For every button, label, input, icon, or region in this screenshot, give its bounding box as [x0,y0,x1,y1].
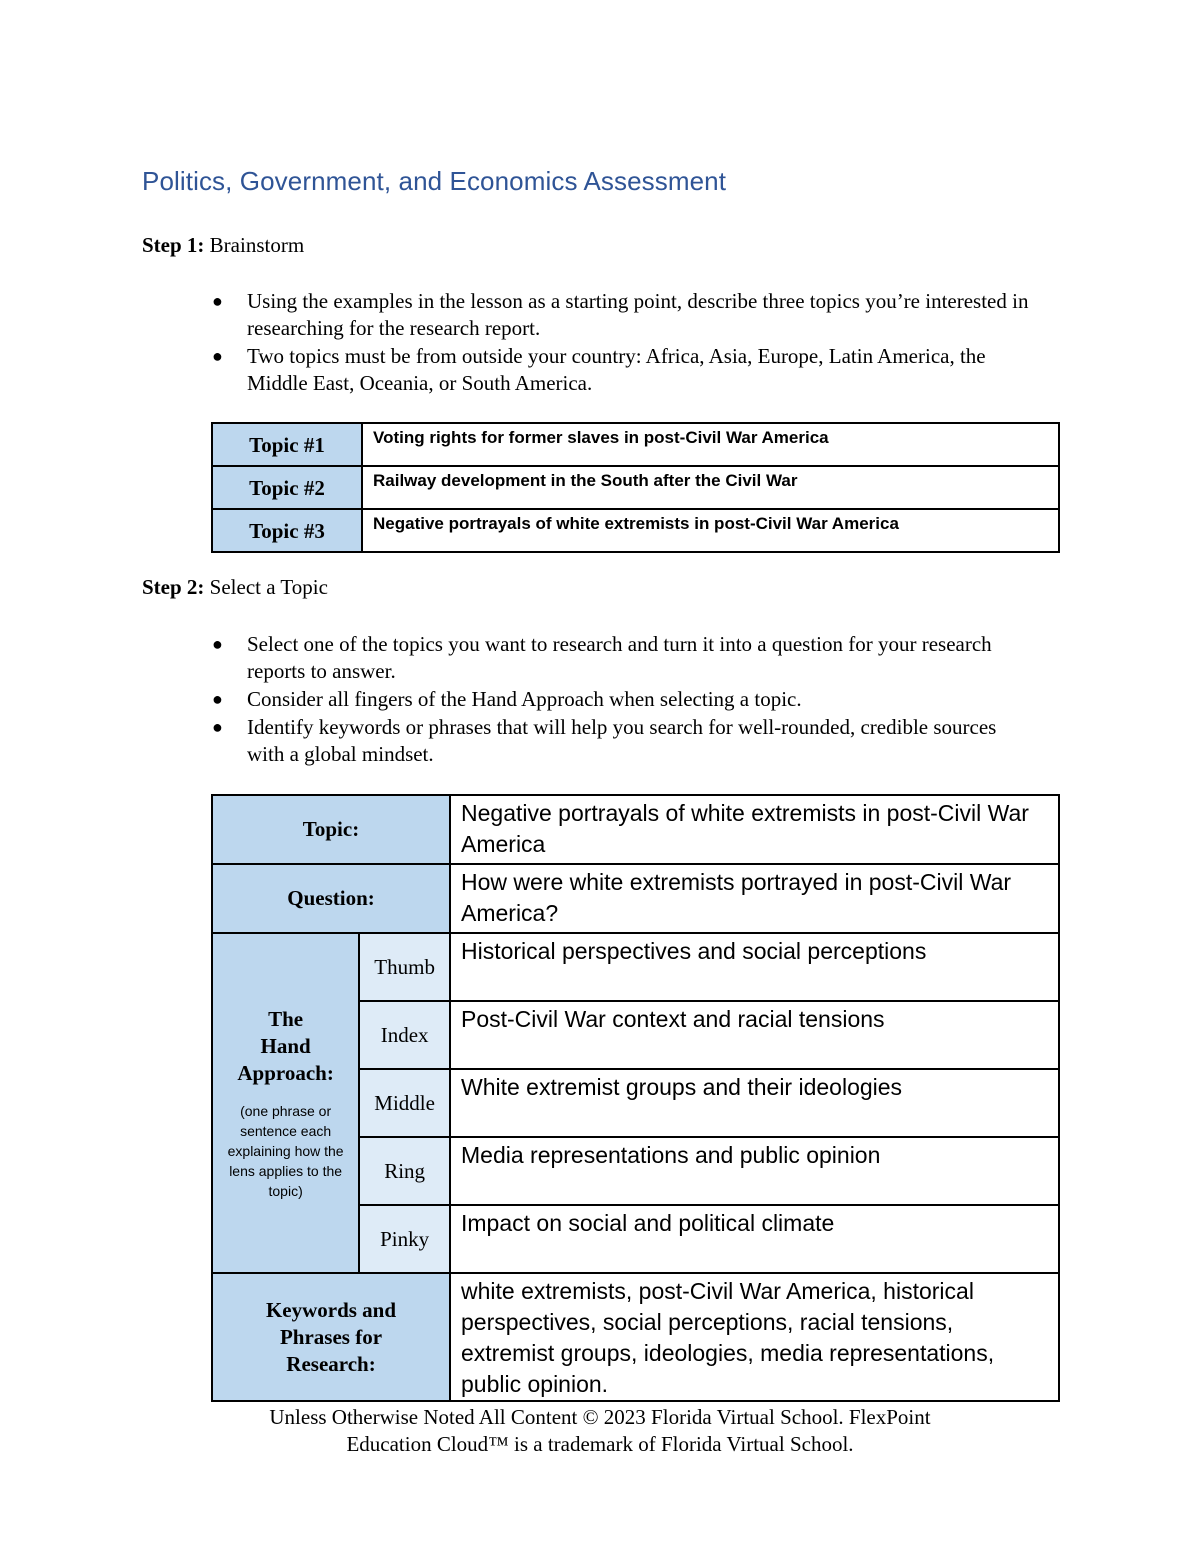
bullet-icon: ● [212,291,223,311]
finger-ring-value: Media representations and public opinion [450,1137,1059,1205]
table-row [212,509,1059,552]
finger-middle: Middle [359,1069,450,1137]
step-1-heading [142,233,304,258]
bullet-icon: ● [212,346,223,366]
topic-1-value: Voting rights for former slaves in post-Civil War America [362,423,1059,466]
topic-2-value: Railway development in the South after the Civil War [362,466,1059,509]
topic-label: Topic: [212,795,450,864]
step-2-heading [142,575,328,600]
finger-pinky-value: Impact on social and political climate [450,1205,1059,1273]
finger-pinky: Pinky [359,1205,450,1273]
footer [200,1404,1000,1458]
list-item: ● Select one of the topics you want to research and turn it into a question for your research reports to answer. [212,632,992,683]
finger-index-value: Post-Civil War context and racial tensions [450,1001,1059,1069]
keywords-value: white extremists, post-Civil War America, historical perspectives, social perceptions, racial tensions, extremist groups, ideologies, media representations, public opinion. [450,1273,1059,1401]
keywords-label: Keywords and Phrases for Research: [212,1273,450,1401]
table-row [212,933,1059,1001]
step-2-name: Select a Topic [209,575,328,599]
table-row [212,466,1059,509]
topic-3-value: Negative portrayals of white extremists in post-Civil War America [362,509,1059,552]
step-2-label: Step 2: [142,575,205,599]
table-row [212,795,1059,864]
topic-2-label: Topic #2 [212,466,362,509]
finger-thumb: Thumb [359,933,450,1001]
step-2-bullets [212,631,1032,769]
finger-thumb-value: Historical perspectives and social perceptions [450,933,1059,1001]
question-value: How were white extremists portrayed in post-Civil War America? [450,864,1059,933]
table-row [212,1273,1059,1401]
bullet-icon: ● [212,689,223,709]
list-item: ● Using the examples in the lesson as a starting point, describe three topics you’re interested in researching for the research report. [212,289,1029,340]
bullet-icon: ● [212,634,223,654]
table-row [212,423,1059,466]
footer-line-2: Education Cloud™ is a trademark of Florida Virtual School. [346,1432,854,1456]
table-row [212,864,1059,933]
step-1-name: Brainstorm [209,233,305,257]
list-item: ● Consider all fingers of the Hand Approach when selecting a topic. [212,687,802,711]
topic-3-label: Topic #3 [212,509,362,552]
list-item: ● Two topics must be from outside your country: Africa, Asia, Europe, Latin America, the Middle East, Oceania, or South America. [212,344,986,395]
step-1-bullets [212,288,1032,398]
finger-index: Index [359,1001,450,1069]
hand-approach-title: The Hand Approach: [237,1006,334,1085]
question-label: Question: [212,864,450,933]
bullet-icon: ● [212,717,223,737]
research-table [211,794,1060,1402]
finger-middle-value: White extremist groups and their ideologies [450,1069,1059,1137]
step-1-label: Step 1: [142,233,205,257]
list-item: ● Identify keywords or phrases that will help you search for well-rounded, credible sources with a global mindset. [212,715,997,766]
finger-ring: Ring [359,1137,450,1205]
hand-approach-header [212,933,359,1273]
topic-value: Negative portrayals of white extremists in post-Civil War America [450,795,1059,864]
topics-table [211,422,1060,553]
page-title: Politics, Government, and Economics Assessment [142,166,727,196]
footer-line-1: Unless Otherwise Noted All Content © 2023 Florida Virtual School. FlexPoint [269,1405,931,1429]
hand-approach-note: (one phrase or sentence each explaining how the lens applies to the topic) [227,1102,344,1199]
topic-1-label: Topic #1 [212,423,362,466]
